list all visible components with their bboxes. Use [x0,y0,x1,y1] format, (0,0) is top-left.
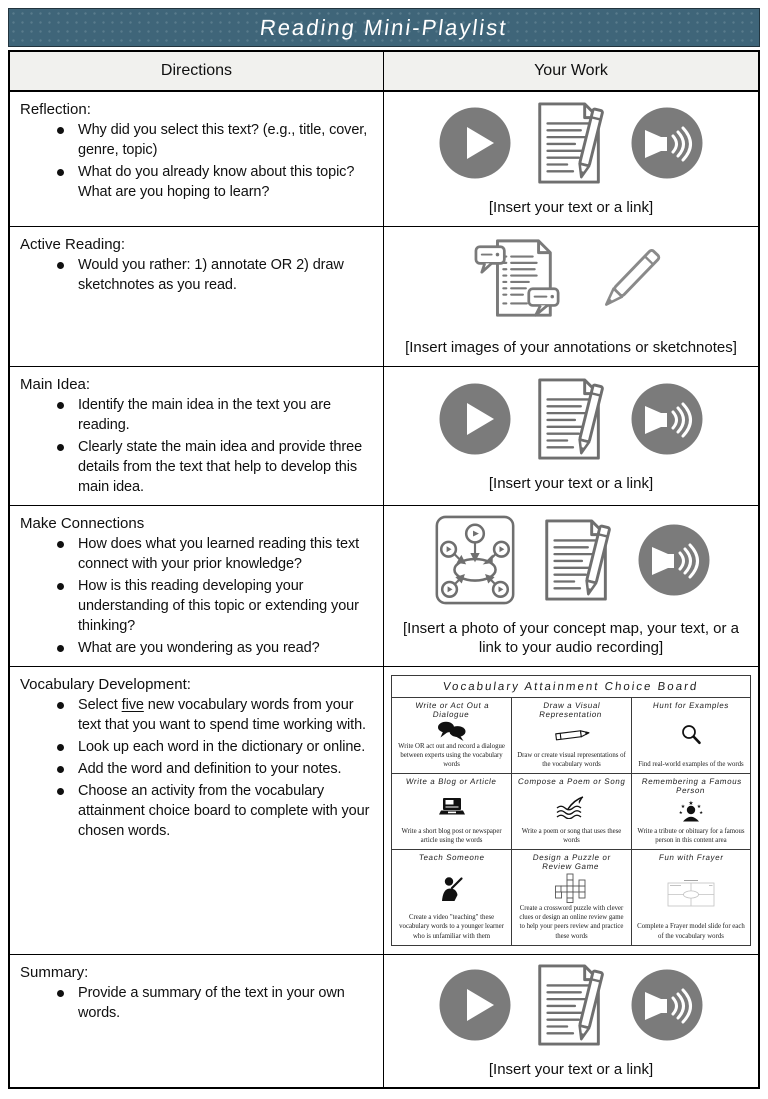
choice-cell-description: Write OR act out and record a dialogue between experts using the vocabulary words [398,742,505,768]
bullet-item: How does what you learned reading this text connect with your prior knowledge? [52,534,371,574]
choice-cell-description: Create a video "teaching" these vocabulary words to a younger learner who is unfamiliar with them [399,914,504,940]
teach-someone-icon [439,875,465,901]
choice-board-grid [392,697,750,945]
document-pencil-icon [540,518,616,602]
choice-cell-description: Complete a Frayer model slide for each of the vocabulary words [637,923,745,940]
table-body [10,92,758,1087]
choice-board-cell-teach-someone [392,849,511,945]
choice-cell-description: Create a crossword puzzle with clever clues or design an online review game to help your peers review and practice these words [519,905,624,940]
choice-cell-title: Teach Someone [418,853,485,863]
directions-cell [10,92,384,226]
choice-cell-title: Write or Act Out a Dialogue [414,700,490,719]
work-cell [384,92,758,226]
work-icon-row [439,101,703,185]
choice-cell-title: Fun with Frayer [658,853,724,863]
choice-cell-description: Write a poem or song that uses these words [521,827,622,844]
bullet-list [18,983,375,1023]
bullet-list [18,255,375,295]
choice-cell-icon-wrap [555,873,587,903]
playlist-table [8,50,760,1089]
choice-cell-icon-wrap [437,721,467,741]
choice-cell-description: Write a short blog post or newspaper article using the words [401,827,502,844]
play-icon [439,969,511,1041]
choice-board-cell-design-a-puzzle-or-review-game [511,849,630,945]
bullet-item: Select five new vocabulary words from your text that you want to spend time working with. [52,695,371,735]
choice-board-cell-hunt-for-examples [631,697,750,774]
column-header-directions: Directions [10,52,384,90]
choice-cell-description: Draw or create visual representations of the vocabulary words [517,751,626,768]
bullet-item: Identify the main idea in the text you are reading. [52,395,371,435]
choice-cell-title: Design a Puzzle or Review Game [532,853,612,872]
choice-cell-icon-wrap [439,797,465,817]
title-banner [8,8,760,47]
svg-text:★: ★ [678,810,683,816]
work-placeholder-text: [Insert a photo of your concept map, your text, or a link to your audio recording] [402,619,739,656]
choice-board-cell-fun-with-frayer [631,849,750,945]
crossword-icon [555,873,587,903]
work-placeholder-text: [Insert your text or a link] [488,475,654,493]
pencil-icon [589,239,671,321]
choice-cell-title: Compose a Poem or Song [517,777,626,787]
table-row-summary [10,955,758,1088]
table-row-main-idea [10,367,758,506]
bullet-item: Clearly state the main idea and provide three details from the text that help to develop this main idea. [52,437,371,497]
poem-song-icon [554,795,588,819]
bullet-item: Why did you select this text? (e.g., title, cover, genre, topic) [52,120,371,160]
choice-board-cell-compose-a-poem-or-song [511,773,630,849]
bullet-item: Add the word and definition to your notes. [52,759,371,779]
work-placeholder-text: [Insert images of your annotations or sketchnotes] [405,339,737,356]
bullet-list [18,120,375,202]
work-icon-row [439,963,703,1047]
choice-board-cell-draw-a-visual-representation [511,697,630,774]
svg-text:★: ★ [688,801,694,808]
bullet-item: Look up each word in the dictionary or online. [52,737,371,757]
choice-cell-title: Hunt for Examples [652,700,730,710]
table-row-vocabulary-development [10,667,758,955]
work-cell [384,955,758,1088]
concept-map-icon [432,514,518,606]
table-row-make-connections [10,506,758,667]
choice-board-cell-write-or-act-out-a-dialogue [392,697,511,774]
choice-cell-icon-wrap [666,879,716,907]
worksheet-page [8,8,760,1089]
choice-cell-icon-wrap [551,728,591,742]
work-placeholder-text: [Insert your text or a link] [488,1060,654,1078]
work-icon-row [471,235,671,325]
row-heading: Summary: [20,963,89,981]
work-placeholder-text: [Insert your text or a link] [488,198,654,216]
bullet-item: Choose an activity from the vocabulary attainment choice board to complete with your chosen words. [52,781,371,841]
audio-icon [631,969,703,1041]
choice-cell-description: Find real-world examples of the words [638,760,744,768]
bullet-item: What do you already know about this topic? What are you hoping to learn? [52,162,371,202]
audio-icon [631,383,703,455]
row-heading: Reflection: [20,101,91,118]
svg-text:★: ★ [696,804,702,811]
bullet-item: Would you rather: 1) annotate OR 2) draw sketchnotes as you read. [52,255,371,295]
bullet-item: What are you wondering as you read? [52,638,371,658]
document-pencil-icon [533,101,609,185]
pencil-flat-icon [551,728,591,742]
directions-cell [10,367,384,505]
choice-cell-icon-wrap [439,875,465,901]
directions-cell [10,506,384,666]
choice-cell-title: Write a Blog or Article [405,777,498,787]
choice-cell-icon-wrap [554,795,588,819]
column-header-your-work: Your Work [534,62,608,79]
work-cell [384,227,758,366]
table-row-active-reading [10,227,758,367]
bullet-list [18,695,375,841]
row-heading: Active Reading: [20,236,126,253]
choice-board-cell-write-a-blog-or-article [392,773,511,849]
document-pencil-icon [533,377,609,461]
audio-icon [638,524,710,596]
directions-cell [10,955,384,1088]
svg-text:★: ★ [680,804,686,811]
choice-cell-icon-wrap [680,724,702,746]
vocab-choice-board [391,675,751,946]
directions-cell [10,667,384,954]
svg-text:★: ★ [699,810,704,816]
row-heading: Vocabulary Development: [20,675,191,693]
work-cell [384,506,758,666]
bullet-item: Provide a summary of the text in your own words. [52,983,371,1023]
speech-bubbles-icon [437,721,467,741]
choice-cell-icon-wrap [678,799,704,823]
row-heading: Main Idea: [20,375,91,393]
bullet-list [18,395,375,497]
choice-cell-description: Write a tribute or obituary for a famous person in this content area [637,827,745,844]
choice-cell-title: Remembering a Famous Person [640,777,743,796]
laptop-icon [439,797,465,817]
frayer-model-icon [666,879,716,907]
work-icon-row [439,377,703,461]
play-icon [439,383,511,455]
famous-person-icon [678,799,704,823]
row-heading: Make Connections [20,514,145,532]
play-icon [439,107,511,179]
annotated-document-icon [471,235,567,325]
column-header-row [10,52,758,92]
bullet-list [18,534,375,658]
audio-icon [631,107,703,179]
document-pencil-icon [533,963,609,1047]
page-title: Reading Mini-Playlist [258,14,510,40]
choice-board-cell-remembering-a-famous-person [631,773,750,849]
table-row-reflection [10,92,758,227]
work-cell [384,667,758,954]
bullet-item: How is this reading developing your understanding of this topic or extending your thinking? [52,576,371,636]
work-icon-row [432,514,710,606]
work-cell [384,367,758,505]
magnifier-icon [680,724,702,746]
choice-board-title: Vocabulary Attainment Choice Board [442,680,700,693]
choice-cell-title: Draw a Visual Representation [538,700,603,719]
directions-cell [10,227,384,366]
